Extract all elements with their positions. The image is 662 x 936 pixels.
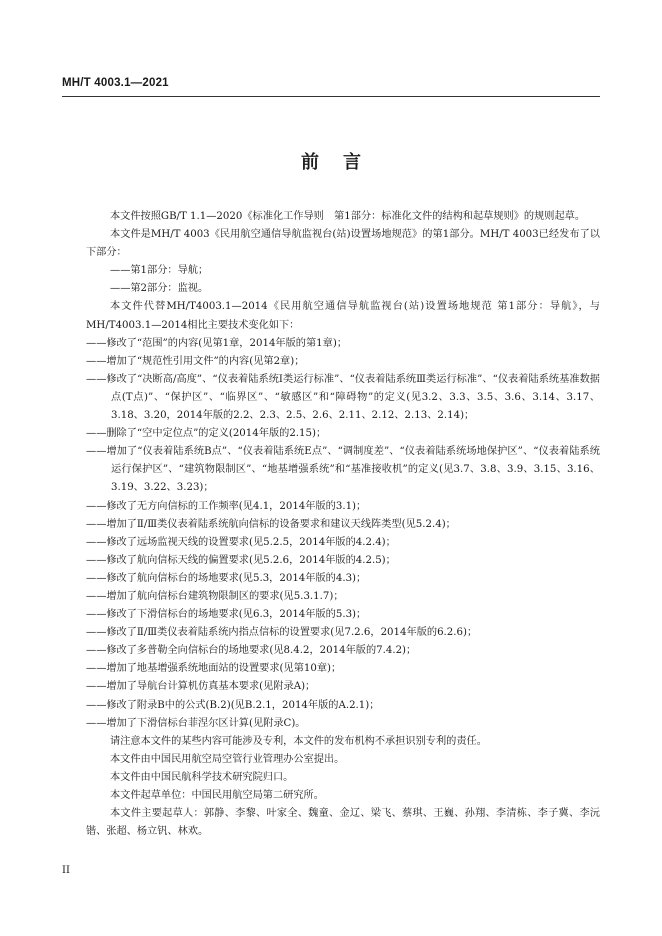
change-item: ——增加了导航台计算机仿真基本要求(见附录A)； — [86, 681, 316, 693]
centralized-by-statement: 本文件由中国民航科学技术研究院归口。 — [110, 771, 294, 783]
drafters-statement: 本文件主要起草人：郭静、李黎、叶家全、魏童、金辽、梁飞、蔡琪、王巍、孙翔、李清栋、李子冀、李沅锴、张超、杨立钒、林欢。 — [86, 808, 600, 838]
page-title: 前言 — [301, 152, 385, 173]
intro-paragraph: 本文件按照GB/T 1.1—2020《标准化工作导则 第1部分：标准化文件的结构和起草规则》的规则起草。 — [110, 211, 586, 222]
drafting-unit-statement: 本文件起草单位：中国民用航空局第二研究所。 — [110, 790, 324, 801]
patent-notice: 请注意本文件的某些内容可能涉及专利，本文件的发布机构不承担识别专利的责任。 — [110, 735, 487, 747]
page-number: II — [62, 865, 70, 876]
change-item: ——修改了“范围”的内容(见第1章，2014年版的第1章)； — [86, 337, 348, 349]
change-item: ——增加了下滑信标台菲涅尔区计算(见附录C)。 — [86, 717, 306, 729]
change-item: ——修改了多普勒全向信标台的场地要求(见8.4.2，2014年版的7.4.2)； — [86, 645, 417, 657]
replacement-paragraph: 本文件代替MH/T4003.1—2014《民用航空通信导航监视台(站)设置场地规范 第1部分：导航》，与MH/T4003.1—2014相比主要技术变化如下： — [86, 301, 600, 331]
change-item: ——修改了附录B中的公式(B.2)(见B.2.1，2014年版的A.2.1)； — [86, 699, 380, 711]
part-item: ——第2部分：监视。 — [110, 283, 209, 295]
change-item: ——修改了“决断高/高度”、“仪表着陆系统Ⅰ类运行标准”、“仪表着陆系统Ⅲ类运行标准”、“仪表着陆系统基准数据点(T点)”、“保护区”、“临界区”、“敏感区”和“障碍物”的定义(见3.2、3.3、3.5、3.6、3.14、3.17、3.18、3.20，2014年版的2.2、2.3、2.5、2.6、2.11、2.12、2.13、2.14)； — [86, 373, 600, 422]
proposer-statement: 本文件由中国民用航空局空管行业管理办公室提出。 — [110, 753, 345, 765]
change-item: ——修改了航向信标台的场地要求(见5.3，2014年版的4.3)； — [86, 572, 367, 584]
change-item: ——修改了Ⅱ/Ⅲ类仪表着陆系统内指点信标的设置要求(见7.2.6，2014年版的6.2.6)； — [86, 627, 478, 639]
changes-list — [86, 335, 600, 733]
change-item: ——增加了Ⅱ/Ⅲ类仪表着陆系统航向信标的设备要求和建议天线阵类型(见5.2.4)； — [86, 518, 456, 530]
header-divider — [62, 96, 600, 97]
change-item: ——删除了“空中定位点”的定义(2014年版的2.15)； — [86, 428, 327, 440]
change-item: ——修改了远场监视天线的设置要求(见5.2.5，2014年版的4.2.4)； — [86, 536, 396, 548]
change-item: ——增加了“仪表着陆系统B点”、“仪表着陆系统E点”、“调制度差”、“仪表着陆系统场地保护区”、“仪表着陆系统运行保护区”、“建筑物限制区”、“地基增强系统”和“基准接收机”的定义(见3.7、3.8、3.9、3.15、3.16、3.19、3.22、3.23)； — [86, 446, 600, 494]
document-code: MH/T 4003.1—2021 — [62, 77, 169, 89]
change-item: ——修改了下滑信标台的场地要求(见6.3，2014年版的5.3)； — [86, 609, 367, 621]
change-item: ——增加了航向信标台建筑物限制区的要求(见5.3.1.7)； — [86, 590, 344, 602]
change-item: ——修改了无方向信标的工作频率(见4.1，2014年版的3.1)； — [86, 500, 367, 512]
foreword-body — [86, 208, 600, 841]
intro-paragraph: 本文件是MH/T 4003《民用航空通信导航监视台(站)设置场地规范》的第1部分。MH/T 4003已经发布了以下部分： — [86, 229, 600, 259]
change-item: ——增加了地基增强系统地面站的设置要求(见第10章)； — [86, 663, 342, 675]
change-item: ——增加了“规范性引用文件”的内容(见第2章)； — [86, 355, 305, 367]
change-item: ——修改了航向信标天线的偏置要求(见5.2.6，2014年版的4.2.5)； — [86, 554, 396, 566]
part-item: ——第1部分：导航； — [110, 265, 209, 277]
